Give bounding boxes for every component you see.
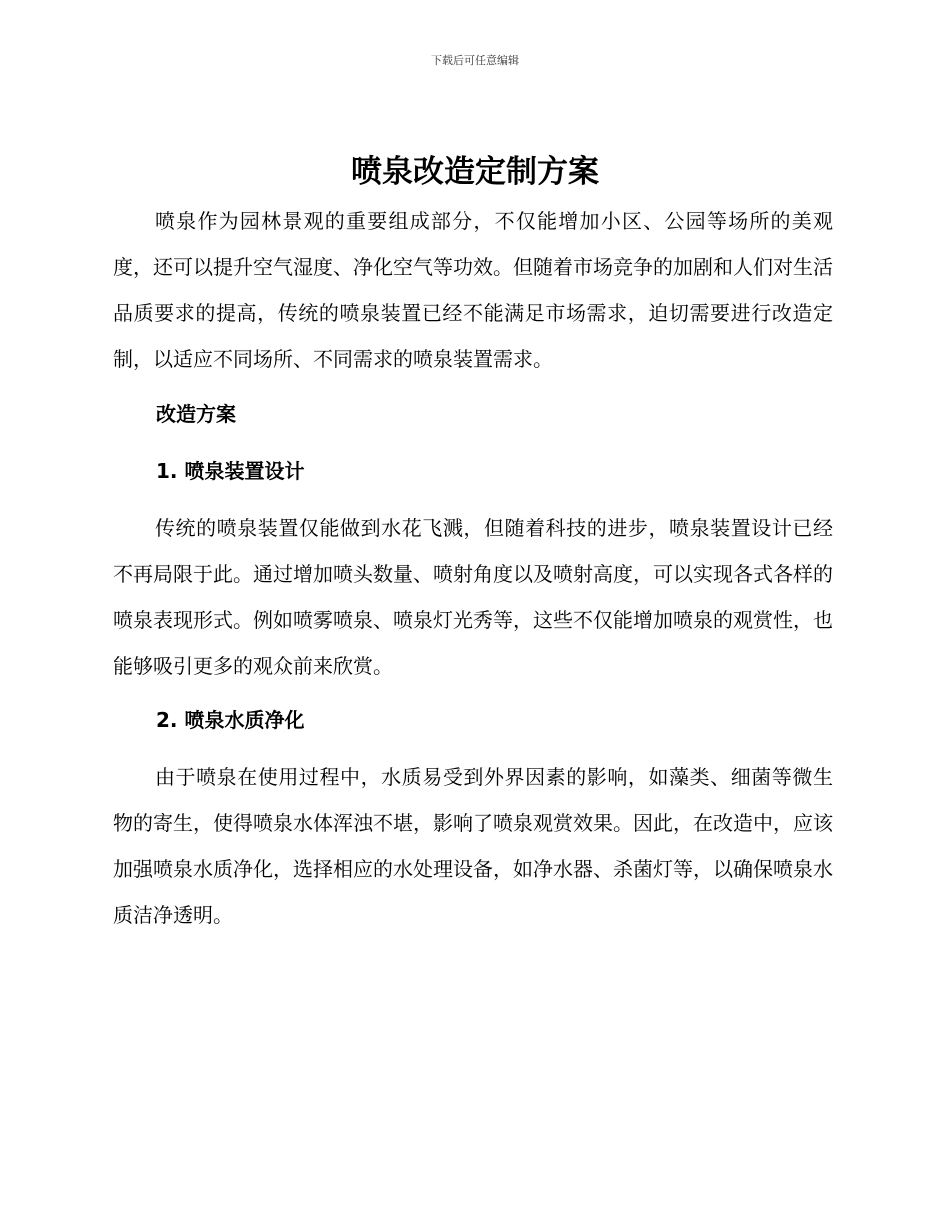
section-body-design: 传统的喷泉装置仅能做到水花飞溅，但随着科技的进步，喷泉装置设计已经不再局限于此。通过增加喷头数量、喷射角度以及喷射高度，可以实现各式各样的喷泉表现形式。例如喷雾喷泉、喷泉灯光秀等，这些不仅能增加喷泉的观赏性，也能够吸引更多的观众前来欣赏。 [113,516,833,678]
intro-paragraph: 喷泉作为园林景观的重要组成部分，不仅能增加小区、公园等场所的美观度，还可以提升空气湿度、净化空气等功效。但随着市场竞争的加剧和人们对生活品质要求的提高，传统的喷泉装置已经不能满足市场需求，迫切需要进行改造定制，以适应不同场所、不同需求的喷泉装置需求。 [113,209,833,371]
header-note: 下载后可任意编辑 [431,54,519,67]
section-body-water: 由于喷泉在使用过程中，水质易受到外界因素的影响，如藻类、细菌等微生物的寄生，使得喷泉水体浑浊不堪，影响了喷泉观赏效果。因此，在改造中，应该加强喷泉水质净化，选择相应的水处理设备，如净水器、杀菌灯等，以确保喷泉水质洁净透明。 [113,765,833,927]
plan-heading: 改造方案 [156,402,236,426]
section-heading-water: 2. 喷泉水质净化 [156,708,305,732]
document-title: 喷泉改造定制方案 [351,154,599,190]
section-heading-design: 1. 喷泉装置设计 [156,459,305,483]
